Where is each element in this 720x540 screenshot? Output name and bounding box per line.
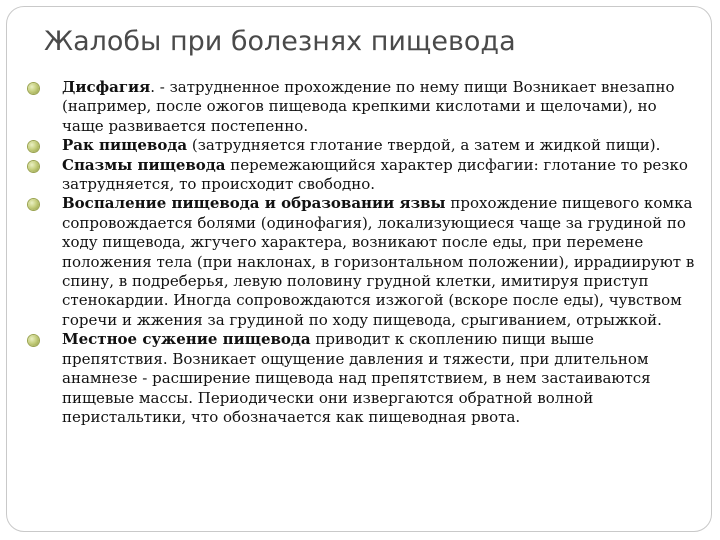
bullet-icon	[28, 199, 39, 210]
list-item	[28, 78, 698, 136]
item-term: Местное сужение пищевода	[62, 330, 311, 349]
item-text: приводит к скоплению пищи выше препятствия. Возникает ощущение давления и тяжести, при длительном анамнезе - расширение пищевода над препятствием, в нем застаиваются пищевые массы. Периодически они извергаются обратной волной перистальтики, что обозначается как пищеводная рвота.	[62, 330, 651, 426]
list-item	[28, 136, 698, 155]
complaints-list	[28, 78, 698, 427]
bullet-icon	[28, 141, 39, 152]
bullet-icon	[28, 161, 39, 172]
bullet-icon	[28, 83, 39, 94]
list-item	[28, 194, 698, 330]
item-text: (затрудняется глотание твердой, а затем и жидкой пищи).	[187, 136, 661, 155]
item-term: Воспаление пищевода и образовании язвы	[62, 194, 446, 213]
bullet-icon	[28, 335, 39, 346]
item-text: прохождение пищевого комка сопровождается болями (одинофагия), локализующиеся чаще за грудиной по ходу пищевода, жгучего характера, возникают после еды, при перемене положения тела (при наклонах, в горизонтальном положении), иррадиируют в спину, в подреберья, левую половину грудной клетки, имитируя приступ стенокардии. Иногда сопровождаются изжогой (вскоре после еды), чувством горечи и жжения за грудиной по ходу пищевода, срыгиванием, отрыжкой.	[62, 194, 695, 329]
item-term: Дисфагия	[62, 78, 151, 96]
item-text: . - затрудненное прохождение по нему пищи Возникает внезапно (например, после ожогов пищевода крепкими кислотами и щелочами), но чаще развивается постепенно.	[62, 78, 675, 135]
list-item	[28, 156, 698, 195]
item-term: Рак пищевода	[62, 136, 188, 155]
item-text: перемежающийся характер дисфагии: глотание то резко затрудняется, то происходит свободно.	[62, 155, 688, 194]
slide-title: Жалобы при болезнях пищевода	[44, 26, 516, 57]
list-item	[28, 330, 698, 427]
item-term: Спазмы пищевода	[62, 155, 226, 174]
